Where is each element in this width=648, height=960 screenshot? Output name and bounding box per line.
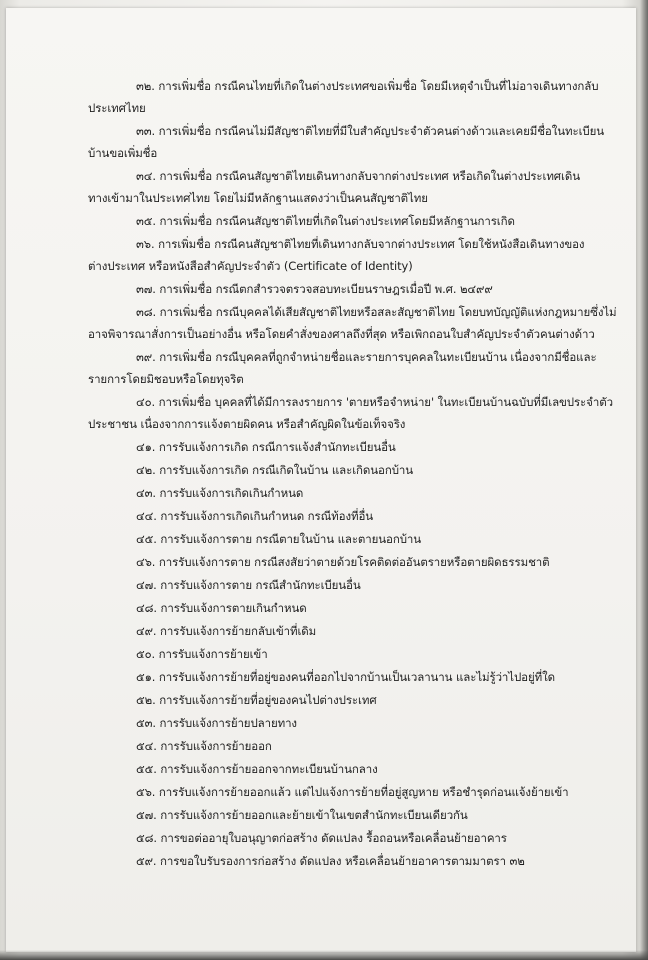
list-item-34 (88, 168, 608, 207)
list-item-32 (88, 78, 608, 117)
item-text: ๓๔. การเพิ่มชื่อ กรณีคนสัญชาติไทยเดินทางกลับจากต่างประเทศ หรือเกิดในต่างประเทศเดิน (136, 169, 580, 183)
list-item-52: ๕๒. การรับแจ้งการย้ายที่อยู่ของคนไปต่างประเทศ (136, 693, 377, 707)
list-item-51: ๕๑. การรับแจ้งการย้ายที่อยู่ของคนที่ออกไปจากบ้านเป็นเวลานาน และไม่รู้ว่าไปอยู่ที่ใด (136, 670, 555, 684)
list-item-33 (88, 123, 608, 162)
item-text: ๓๙. การเพิ่มชื่อ กรณีบุคคลที่ถูกจำหน่ายชื่อและรายการบุคคลในทะเบียนบ้าน เนื่องจากมีชื่อและ (136, 350, 597, 364)
photo-bottom-edge (0, 950, 648, 960)
list-item-57: ๕๗. การรับแจ้งการย้ายออกและย้ายเข้าในเขตสำนักทะเบียนเดียวกัน (136, 808, 468, 822)
list-item-50: ๕๐. การรับแจ้งการย้ายเข้า (136, 647, 268, 661)
list-item-35: ๓๕. การเพิ่มชื่อ กรณีคนสัญชาติไทยที่เกิดในต่างประเทศโดยมีหลักฐานการเกิด (136, 214, 515, 228)
list-item-39 (88, 349, 608, 388)
item-text-continued: ต่างประเทศ หรือหนังสือสำคัญประจำตัว (Certificate of Identity) (88, 259, 413, 273)
list-item-44: ๔๔. การรับแจ้งการเกิดเกินกำหนด กรณีท้องที่อื่น (136, 509, 374, 523)
list-item-58: ๕๘. การขอต่ออายุใบอนุญาตก่อสร้าง ดัดแปลง รื้อถอนหรือเคลื่อนย้ายอาคาร (136, 831, 507, 845)
list-item-41: ๔๑. การรับแจ้งการเกิด กรณีการแจ้งสำนักทะเบียนอื่น (136, 440, 396, 454)
list-item-47: ๔๗. การรับแจ้งการตาย กรณีสำนักทะเบียนอื่น (136, 578, 361, 592)
item-text-continued: ประเทศไทย (88, 101, 146, 115)
list-item-48: ๔๘. การรับแจ้งการตายเกินกำหนด (136, 601, 307, 615)
list-item-59: ๕๙. การขอใบรับรองการก่อสร้าง ดัดแปลง หรือเคลื่อนย้ายอาคารตามมาตรา ๓๒ (136, 854, 525, 868)
list-item-45: ๔๕. การรับแจ้งการตาย กรณีตายในบ้าน และตายนอกบ้าน (136, 532, 422, 546)
list-item-40 (88, 394, 613, 433)
item-text: ๓๘. การเพิ่มชื่อ กรณีบุคคลได้เสียสัญชาติไทยหรือสละสัญชาติไทย โดยบทบัญญัติแห่งกฎหมายซึ่งไม่ (136, 305, 617, 319)
item-text: ๓๒. การเพิ่มชื่อ กรณีคนไทยที่เกิดในต่างประเทศขอเพิ่มชื่อ โดยมีเหตุจำเป็นที่ไม่อาจเดินทางกลับ (136, 79, 599, 93)
list-item-46: ๔๖. การรับแจ้งการตาย กรณีสงสัยว่าตายด้วยโรคติดต่ออันตรายหรือตายผิดธรรมชาติ (136, 555, 550, 569)
item-text-continued: อาจพิจารณาสั่งการเป็นอย่างอื่น หรือโดยคำสั่งของศาลถึงที่สุด หรือเพิกถอนใบสำคัญประจำตัวคนต่างด้าว (88, 327, 595, 341)
item-text: ๔๐. การเพิ่มชื่อ บุคคลที่ได้มีการลงรายการ 'ตายหรือจำหน่าย' ในทะเบียนบ้านฉบับที่มีเลขประจำตัว (136, 395, 613, 409)
list-item-53: ๕๓. การรับแจ้งการย้ายปลายทาง (136, 716, 297, 730)
item-text-continued: ประชาชน เนื่องจากการแจ้งตายผิดคน หรือสำคัญผิดในข้อเท็จจริง (88, 417, 406, 431)
list-item-56: ๕๖. การรับแจ้งการย้ายออกแล้ว แต่ไปแจ้งการย้ายที่อยู่สูญหาย หรือชำรุดก่อนแจ้งย้ายเข้า (136, 785, 569, 799)
list-item-55: ๕๕. การรับแจ้งการย้ายออกจากทะเบียนบ้านกลาง (136, 762, 378, 776)
document-body (88, 78, 617, 876)
item-text-continued: บ้านขอเพิ่มชื่อ (88, 146, 158, 160)
list-item-36 (88, 236, 608, 275)
list-item-38 (88, 304, 617, 343)
item-text-continued: รายการโดยมิชอบหรือโดยทุจริต (88, 372, 244, 386)
item-text-continued: ทางเข้ามาในประเทศไทย โดยไม่มีหลักฐานแสดงว่าเป็นคนสัญชาติไทย (88, 191, 428, 205)
list-item-43: ๔๓. การรับแจ้งการเกิดเกินกำหนด (136, 486, 304, 500)
list-item-54: ๕๔. การรับแจ้งการย้ายออก (136, 739, 272, 753)
item-text: ๓๖. การเพิ่มชื่อ กรณีคนสัญชาติไทยที่เดินทางกลับจากต่างประเทศ โดยใช้หนังสือเดินทางของ (136, 237, 585, 251)
list-item-49: ๔๙. การรับแจ้งการย้ายกลับเข้าที่เดิม (136, 624, 317, 638)
item-text: ๓๓. การเพิ่มชื่อ กรณีคนไม่มีสัญชาติไทยที่มีใบสำคัญประจำตัวคนต่างด้าวและเคยมีชื่อในทะเบียน (136, 124, 605, 138)
list-item-37: ๓๗. การเพิ่มชื่อ กรณีตกสำรวจตรวจสอบทะเบียนราษฎรเมื่อปี พ.ศ. ๒๔๙๙ (136, 282, 493, 296)
list-item-42: ๔๒. การรับแจ้งการเกิด กรณีเกิดในบ้าน และเกิดนอกบ้าน (136, 463, 414, 477)
page-edge-shadow (640, 0, 648, 960)
